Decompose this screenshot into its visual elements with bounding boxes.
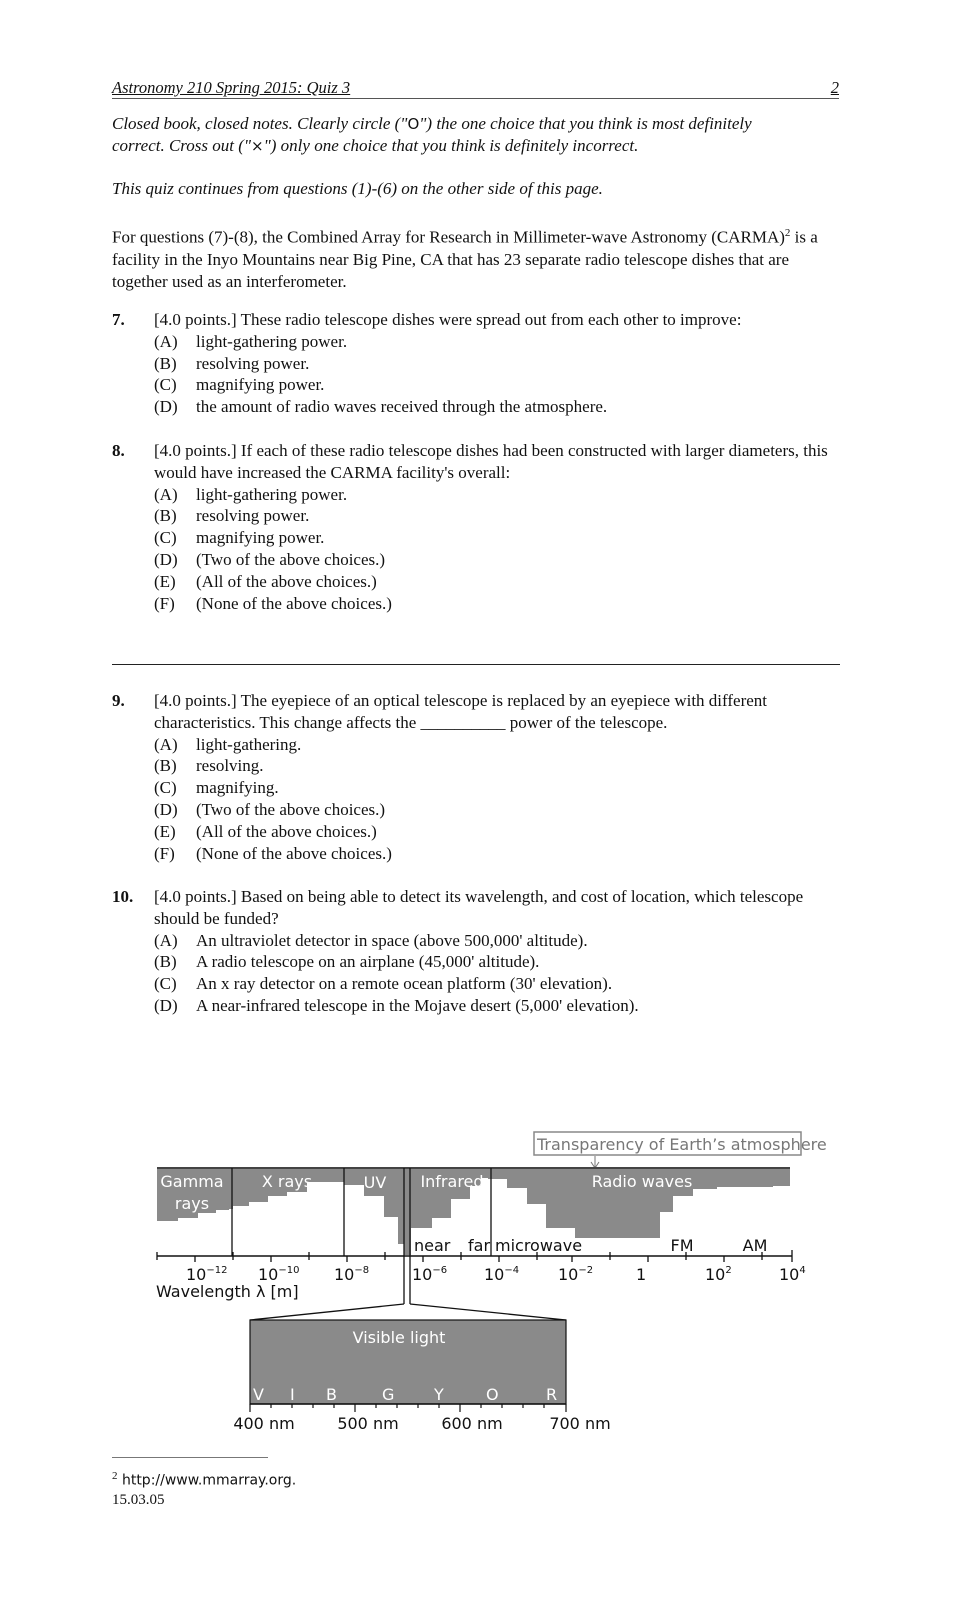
option-text: light-gathering power.	[196, 331, 348, 351]
option-label: (D)	[154, 397, 178, 417]
option-label: (F)	[154, 593, 175, 613]
option-text: (All of the above choices.)	[196, 821, 377, 841]
option-text: A radio telescope on an airplane (45,000' altitude).	[196, 952, 540, 972]
option-label: (C)	[154, 528, 177, 548]
question-stem: [4.0 points.] These radio telescope dishes were spread out from each other to improve:	[154, 310, 742, 329]
option-label: (D)	[154, 799, 178, 819]
footnote-mark: 2	[112, 1470, 118, 1482]
continuation-note: This quiz continues from questions (1)-(6) on the other side of this page.	[112, 179, 603, 198]
near-ir-label: near	[414, 1236, 451, 1255]
color-label-blue: B	[326, 1385, 337, 1404]
am-label: AM	[742, 1236, 768, 1255]
circle-glyph: O	[407, 115, 420, 133]
option-label: (D)	[154, 995, 178, 1015]
option-text: (None of the above choices.)	[196, 843, 392, 863]
option-text: light-gathering power.	[196, 484, 348, 504]
tv-label: TV	[617, 1236, 639, 1255]
option-label: (A)	[154, 484, 178, 504]
tick-label: 1	[636, 1265, 647, 1284]
color-label-orange: O	[486, 1385, 499, 1404]
nm-tick-label: 400 nm	[233, 1414, 295, 1433]
tick-label: $10^{-6}$	[412, 1265, 448, 1284]
option-label: (A)	[154, 331, 178, 351]
option-label: (E)	[154, 821, 176, 841]
tick-label: $10^{-4}$	[484, 1265, 520, 1284]
option-text: An ultraviolet detector in space (above 500,000' altitude).	[196, 930, 588, 950]
option-label: (C)	[154, 375, 177, 395]
option-label: (D)	[154, 549, 178, 569]
option-label: (B)	[154, 506, 177, 526]
question-stem: [4.0 points.] If each of these radio telescope dishes had been constructed with larger diameters, this would have increased the CARMA facility's overall:	[154, 441, 828, 482]
option-label: (B)	[154, 756, 177, 776]
tick-label: $10^{-8}$	[334, 1265, 370, 1284]
option-label: (A)	[154, 734, 178, 754]
color-label-violet: V	[253, 1385, 264, 1404]
color-label-indigo: I	[290, 1385, 295, 1404]
footnote-divider	[112, 1457, 268, 1458]
tick-label: $10^{-12}$	[186, 1265, 228, 1284]
option-label: (E)	[154, 571, 176, 591]
option-text: magnifying power.	[196, 375, 325, 395]
intro-text: For questions (7)-(8), the Combined Array for Research in Millimeter-wave Astronomy (CARMA)	[112, 227, 785, 247]
tick-label: $10^{-2}$	[558, 1265, 594, 1284]
document-date: 15.03.05	[112, 1492, 165, 1508]
option-text: magnifying.	[196, 778, 279, 798]
option-text: resolving.	[196, 756, 264, 776]
question-stem: [4.0 points.] Based on being able to detect its wavelength, and cost of location, which telescope should be funded?	[154, 887, 804, 928]
option-label: (C)	[154, 778, 177, 798]
instructions-text: Closed book, closed notes. Clearly circle ("	[112, 114, 408, 133]
tick-label: $10^{-10}$	[258, 1265, 300, 1284]
option-text: light-gathering.	[196, 734, 302, 754]
x-rays-label: X rays	[261, 1172, 313, 1191]
footnote-link[interactable]: http://www.mmarray.org.	[117, 1472, 297, 1489]
cross-glyph: ×	[251, 137, 264, 155]
visible-light-label: Visible light	[352, 1328, 446, 1347]
footnote-ref[interactable]: 2	[784, 227, 791, 239]
color-label-yellow: Y	[434, 1385, 444, 1404]
microwave-label: microwave	[495, 1236, 583, 1255]
option-text: (Two of the above choices.)	[196, 549, 386, 569]
option-label: (F)	[154, 843, 175, 863]
instructions-text: correct. Cross out ("	[112, 136, 252, 155]
transparency-label: Transparency of Earth’s atmosphere	[537, 1135, 827, 1154]
option-text: magnifying power.	[196, 528, 325, 548]
gamma-rays-label: rays	[174, 1194, 210, 1213]
question-number: 8.	[112, 441, 125, 460]
option-label: (C)	[154, 974, 177, 994]
option-text: (All of the above choices.)	[196, 571, 377, 591]
question-number: 7.	[112, 310, 125, 329]
radio-waves-label: Radio waves	[591, 1172, 693, 1191]
color-label-red: R	[546, 1385, 558, 1404]
nm-tick-label: 700 nm	[549, 1414, 611, 1433]
tick-label: $10^2$	[705, 1265, 732, 1284]
option-text: (None of the above choices.)	[196, 593, 392, 613]
intro-text: is a facility in the Inyo Mountains near Big Pine, CA that has 23 separate radio telescope dishes that are together used as an interferometer.	[112, 227, 818, 291]
tick-label: $10^4$	[779, 1265, 806, 1284]
option-text: A near-infrared telescope in the Mojave desert (5,000' elevation).	[196, 995, 639, 1015]
gamma-rays-label: Gamma	[160, 1172, 224, 1191]
question-stem: [4.0 points.] The eyepiece of an optical telescope is replaced by an eyepiece with different characteristics. This change affects the __________ power of the telescope.	[154, 691, 768, 732]
fm-label: FM	[670, 1236, 694, 1255]
option-label: (B)	[154, 952, 177, 972]
option-text: An x ray detector on a remote ocean platform (30' elevation).	[196, 974, 613, 994]
question-number: 10.	[112, 887, 134, 906]
uv-label: UV	[363, 1173, 387, 1192]
nm-tick-label: 500 nm	[337, 1414, 399, 1433]
nm-tick-label: 600 nm	[441, 1414, 503, 1433]
quiz-title: Astronomy 210 Spring 2015: Quiz 3	[112, 78, 351, 97]
option-text: the amount of radio waves received through the atmosphere.	[196, 397, 608, 417]
option-text: resolving power.	[196, 353, 310, 373]
far-ir-label: far	[468, 1236, 491, 1255]
option-text: resolving power.	[196, 506, 310, 526]
question-number: 9.	[112, 691, 125, 710]
axis-label: Wavelength λ [m]	[156, 1282, 299, 1301]
instructions-text: ") the one choice that you think is most definitely	[419, 114, 752, 133]
infrared-label: Infrared	[420, 1172, 484, 1191]
page-number: 2	[830, 78, 839, 97]
option-label: (B)	[154, 353, 177, 373]
option-text: (Two of the above choices.)	[196, 799, 386, 819]
option-label: (A)	[154, 930, 178, 950]
instructions-text: ") only one choice that you think is definitely incorrect.	[263, 136, 639, 155]
color-label-green: G	[382, 1385, 395, 1404]
footnote	[112, 1470, 296, 1489]
